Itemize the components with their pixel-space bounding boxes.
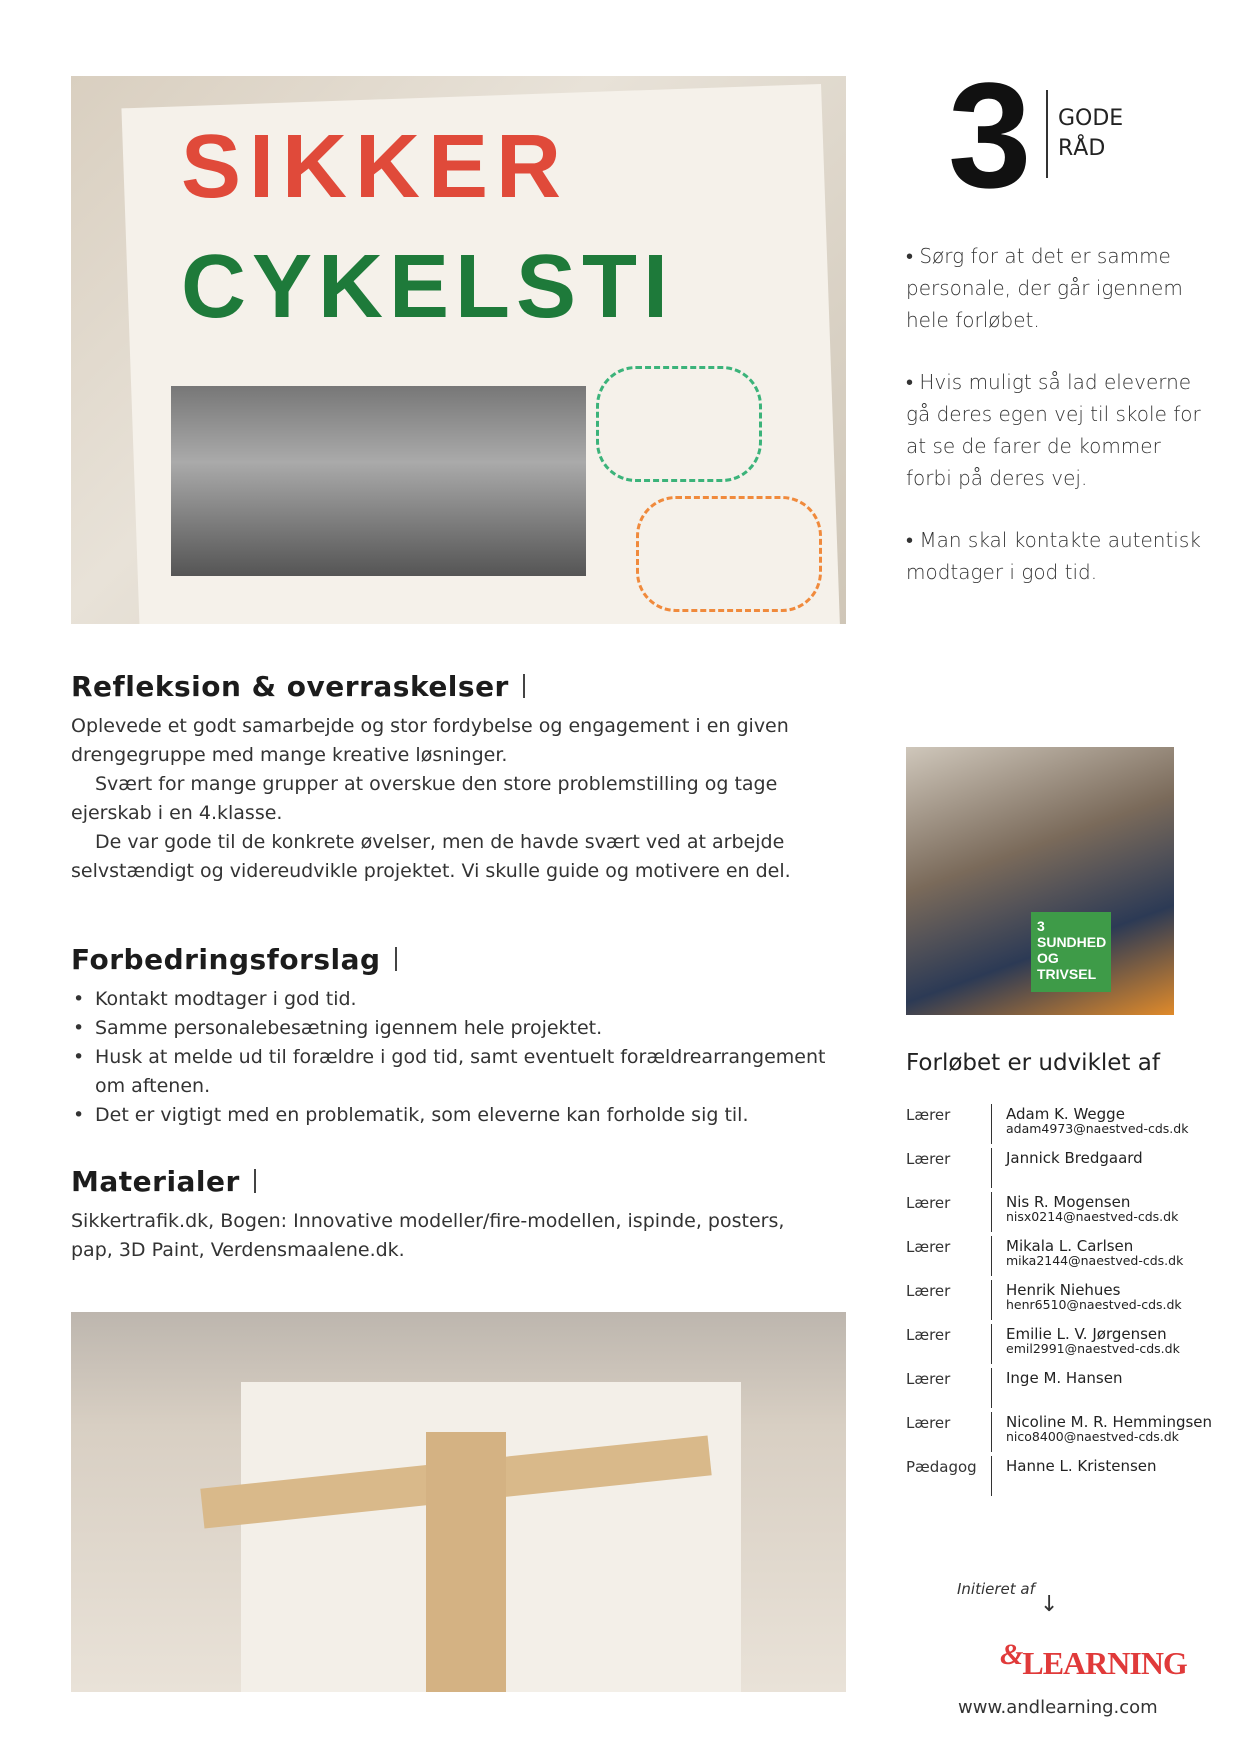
divider bbox=[991, 1324, 992, 1364]
credit-row bbox=[906, 1412, 1236, 1456]
paragraph: Svært for mange grupper at overskue den store problemstilling og tage ejerskab i en 4.klasse. bbox=[71, 773, 778, 824]
divider bbox=[991, 1236, 992, 1276]
craft-model-photo bbox=[71, 1312, 846, 1692]
divider bbox=[991, 1456, 992, 1496]
credit-email: emil2991@naestved-cds.dk bbox=[1006, 1341, 1180, 1356]
credit-role: Lærer bbox=[906, 1106, 951, 1124]
tip-item: • Sørg for at det er samme personale, der går igennem hele forløbet. bbox=[906, 244, 1183, 332]
credit-name: Adam K. Wegge bbox=[1006, 1105, 1125, 1123]
tips-heading bbox=[1058, 104, 1123, 164]
credit-row bbox=[906, 1104, 1236, 1148]
improvements-title: Forbedringsforslag bbox=[71, 943, 381, 976]
poster-photo bbox=[71, 76, 846, 624]
materials-title: Materialer bbox=[71, 1165, 240, 1198]
credit-role: Lærer bbox=[906, 1326, 951, 1344]
reflection-title: Refleksion & overraskelser bbox=[71, 670, 509, 703]
tips-heading-line2: RÅD bbox=[1058, 136, 1106, 161]
divider bbox=[991, 1104, 992, 1144]
group-photo bbox=[906, 747, 1174, 1015]
sdg-cube: 3 SUNDHED OG TRIVSEL bbox=[1031, 912, 1111, 992]
credit-role: Lærer bbox=[906, 1194, 951, 1212]
logo-word: LEARNING bbox=[1022, 1645, 1187, 1681]
tips-number: 3 bbox=[948, 51, 1032, 219]
arrow-icon: ↓ bbox=[1040, 1592, 1059, 1617]
reflection-body bbox=[71, 712, 831, 886]
credit-row bbox=[906, 1192, 1236, 1236]
credit-row bbox=[906, 1148, 1236, 1192]
credit-row bbox=[906, 1456, 1236, 1500]
credit-role: Lærer bbox=[906, 1238, 951, 1256]
paragraph: Oplevede et godt samarbejde og stor fordybelse og engagement i en given drengegruppe med mange kreative løsninger. bbox=[71, 715, 789, 766]
materials-heading bbox=[71, 1165, 256, 1198]
website-url[interactable]: www.andlearning.com bbox=[958, 1697, 1158, 1718]
logo-amp: & bbox=[1000, 1638, 1023, 1671]
tips-list bbox=[906, 240, 1206, 618]
credit-row bbox=[906, 1368, 1236, 1412]
credit-email: nico8400@naestved-cds.dk bbox=[1006, 1429, 1179, 1444]
list-item: • Husk at melde ud til forældre i god tid, samt eventuelt forældrearrangement om aftenen. bbox=[71, 1043, 831, 1101]
credit-name: Jannick Bredgaard bbox=[1006, 1149, 1143, 1167]
credit-email: henr6510@naestved-cds.dk bbox=[1006, 1297, 1182, 1312]
credit-name: Hanne L. Kristensen bbox=[1006, 1457, 1157, 1475]
poster-street-picture bbox=[171, 386, 586, 576]
credit-role: Lærer bbox=[906, 1414, 951, 1432]
divider bbox=[991, 1412, 992, 1452]
credit-row bbox=[906, 1236, 1236, 1280]
reflection-heading bbox=[71, 670, 525, 703]
credit-name: Nicoline M. R. Hemmingsen bbox=[1006, 1413, 1213, 1431]
divider bbox=[991, 1368, 992, 1408]
poster-title-line1: SIKKER bbox=[181, 117, 570, 217]
list-item: • Kontakt modtager i god tid. bbox=[71, 985, 831, 1014]
credit-row bbox=[906, 1324, 1236, 1368]
credit-row bbox=[906, 1280, 1236, 1324]
credit-role: Lærer bbox=[906, 1150, 951, 1168]
list-item: • Det er vigtigt med en problematik, som eleverne kan forholde sig til. bbox=[71, 1101, 831, 1130]
popsicle-road bbox=[426, 1432, 506, 1692]
list-item: • Samme personalebesætning igennem hele projektet. bbox=[71, 1014, 831, 1043]
paragraph: De var gode til de konkrete øvelser, men de havde svært ved at arbejde selvstændigt og videreudvikle projektet. Vi skulle guide og motivere en del. bbox=[71, 831, 791, 882]
credit-name: Emilie L. V. Jørgensen bbox=[1006, 1325, 1167, 1343]
credit-role: Pædagog bbox=[906, 1458, 977, 1476]
poster-fact-bubble bbox=[636, 496, 822, 612]
materials-body bbox=[71, 1207, 831, 1265]
credit-name: Nis R. Mogensen bbox=[1006, 1193, 1131, 1211]
credit-email: adam4973@naestved-cds.dk bbox=[1006, 1121, 1189, 1136]
credit-name: Mikala L. Carlsen bbox=[1006, 1237, 1134, 1255]
credit-email: nisx0214@naestved-cds.dk bbox=[1006, 1209, 1179, 1224]
credit-role: Lærer bbox=[906, 1370, 951, 1388]
poster-title-line2: CYKELSTI bbox=[181, 237, 675, 337]
credit-name: Inge M. Hansen bbox=[1006, 1369, 1123, 1387]
credit-email: mika2144@naestved-cds.dk bbox=[1006, 1253, 1184, 1268]
divider bbox=[1046, 90, 1048, 178]
tips-heading-line1: GODE bbox=[1058, 106, 1124, 131]
tip-item: • Man skal kontakte autentisk modtager i god tid. bbox=[906, 528, 1201, 584]
improvements-heading bbox=[71, 943, 397, 976]
divider bbox=[991, 1280, 992, 1320]
initiated-by-label: Initieret af bbox=[957, 1580, 1035, 1598]
credit-role: Lærer bbox=[906, 1282, 951, 1300]
poster-fact-bubble bbox=[596, 366, 762, 482]
credit-name: Henrik Niehues bbox=[1006, 1281, 1121, 1299]
improvements-body bbox=[71, 985, 831, 1130]
paragraph: Sikkertrafik.dk, Bogen: Innovative modeller/fire-modellen, ispinde, posters, pap, 3D Paint, Verdensmaalene.dk. bbox=[71, 1210, 785, 1261]
divider bbox=[991, 1192, 992, 1232]
divider bbox=[991, 1148, 992, 1188]
credits-list bbox=[906, 1104, 1236, 1500]
credits-title: Forløbet er udviklet af bbox=[906, 1050, 1160, 1076]
and-learning-logo bbox=[1000, 1638, 1187, 1682]
tip-item: • Hvis muligt så lad eleverne gå deres egen vej til skole for at se de farer de kommer forbi på deres vej. bbox=[906, 370, 1201, 490]
